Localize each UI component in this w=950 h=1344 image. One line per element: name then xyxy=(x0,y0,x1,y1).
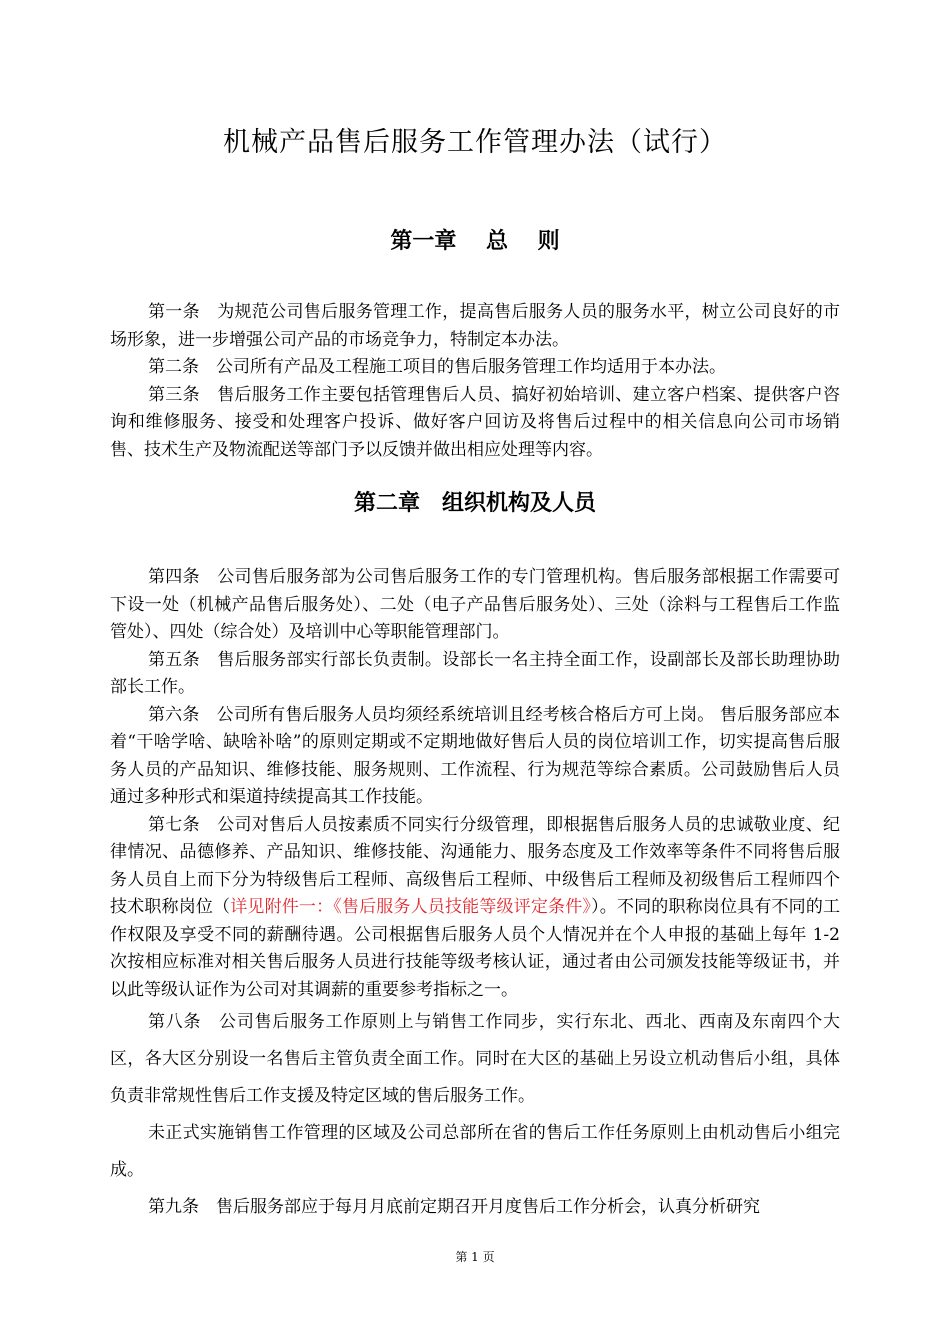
article-7-text-a: 第七条 公司对售后人员按素质不同实行分级管理，即根据售后服务人员的忠诚敬业度、纪律情况、品德修养、产品知识、维修技能、沟通能力、服务态度及工作效率等条件不同将售后服务人员自上而下分为特级售后工程师、高级售后工程师、中级售后工程师及初级售后工程师四个技术职称岗位（ xyxy=(110,814,840,917)
article-8: 第八条 公司售后服务工作原则上与销售工作同步，实行东北、西北、西南及东南四个大区，各大区分别设一名售后主管负责全面工作。同时在大区的基础上另设立机动售后小组，具体负责非常规性售后工作支援及特定区域的售后服务工作。 xyxy=(110,1012,840,1106)
article-6: 第六条 公司所有售后服务人员均须经系统培训且经考核合格后方可上岗。 售后服务部应本着“干啥学啥、缺啥补啥”的原则定期或不定期地做好售后人员的岗位培训工作，切实提高售后服务人员的产品知识、维修技能、服务规则、工作流程、行为规范等综合素质。公司鼓励售后人员通过多种形式和渠道持续提高其工作技能。 xyxy=(110,704,840,807)
article-7 xyxy=(110,812,840,1005)
article-4: 第四条 公司售后服务部为公司售后服务工作的专门管理机构。售后服务部根据工作需要可下设一处（机械产品售后服务处）、二处（电子产品售后服务处）、三处（涂料与工程售后工作监管处）、四处（综合处）及培训中心等职能管理部门。 xyxy=(110,567,840,642)
chapter-1-heading: 第一章 总 则 xyxy=(390,229,560,254)
article-3: 第三条 售后服务工作主要包括管理售后人员、搞好初始培训、建立客户档案、提供客户咨询和维修服务、接受和处理客户投诉、做好客户回访及将售后过程中的相关信息向公司市场销售、技术生产及物流配送等部门予以反馈并做出相应处理等内容。 xyxy=(110,384,840,460)
chapter-2-body xyxy=(110,564,840,1226)
article-5: 第五条 售后服务部实行部长负责制。设部长一名主持全面工作，设副部长及部长助理协助部长工作。 xyxy=(110,649,840,697)
document-title: 机械产品售后服务工作管理办法（试行） xyxy=(223,127,727,158)
attachment-reference: 详见附件一：《售后服务人员技能等级评定条件》 xyxy=(230,897,592,917)
article-7-text-b: ）。不同的职称岗位具有不同的工作权限及享受不同的薪酬待遇。公司根据售后服务人员个人情况并在个人申报的基础上每年 1-2 次按相应标准对相关售后服务人员进行技能等级考核认证，通过者由公司颁发技能等级证书，并以此等级认证作为公司对其调薪的重要参考指标之一。 xyxy=(110,897,841,1000)
article-8-note: 未正式实施销售工作管理的区域及公司总部所在省的售后工作任务原则上由机动售后小组完成。 xyxy=(110,1123,840,1180)
article-2: 第二条 公司所有产品及工程施工项目的售后服务管理工作均适用于本办法。 xyxy=(148,357,726,377)
chapter-2-heading: 第二章 组织机构及人员 xyxy=(353,491,596,516)
article-1: 第一条 为规范公司售后服务管理工作，提高售后服务人员的服务水平，树立公司良好的市场形象，进一步增强公司产品的市场竞争力，特制定本办法。 xyxy=(110,302,840,350)
chapter-1-body xyxy=(110,299,840,464)
article-9: 第九条 售后服务部应于每月月底前定期召开月度售后工作分析会，认真分析研究 xyxy=(148,1197,760,1217)
page-number: 第 1 页 xyxy=(455,1250,495,1264)
